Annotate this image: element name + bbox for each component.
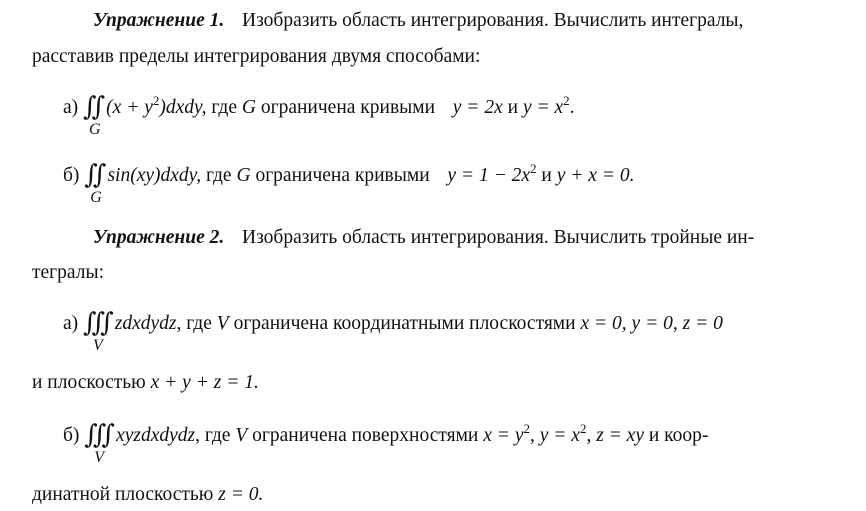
ex2-item-b: [63, 420, 709, 466]
curve-1: y = 2x: [452, 97, 503, 118]
where-word: где: [205, 165, 232, 186]
double-integral: [84, 160, 107, 206]
integral-domain: G: [89, 121, 101, 138]
and-text: и коор-: [648, 425, 709, 446]
condition-2-base: y = x: [539, 425, 580, 446]
continuation-text: и плоскостью: [32, 372, 146, 393]
triple-integral: [84, 420, 116, 466]
where-word: , где: [176, 313, 212, 334]
curve-1-power: 2: [530, 161, 537, 176]
condition-2-power: 2: [579, 421, 587, 436]
where-word: , где: [195, 425, 231, 446]
continuation-math: z = 0.: [218, 484, 264, 505]
and-word: и: [507, 97, 519, 118]
ex2-heading: Упражнение 2.: [93, 227, 225, 248]
ex1-text-2: расставив пределы интегрирования двумя способами:: [32, 46, 481, 67]
curve-2-base: y = x: [522, 97, 564, 118]
integrand-part-2: )dxdy,: [159, 97, 207, 118]
integral-domain: V: [93, 337, 103, 354]
bounded-text: ограничена поверхностями: [252, 425, 479, 446]
condition-2-end: ,: [586, 425, 592, 446]
integrand-part-1: (x + y: [106, 97, 153, 118]
where-word: где: [211, 97, 237, 118]
bounded-text: ограничена координатными плоскостями: [233, 313, 576, 334]
ex2-line-1: [93, 228, 754, 248]
ex2-b-label: б): [63, 425, 80, 446]
integrand: sin(xy)dxdy,: [107, 165, 202, 186]
integrand: zdxdydz: [114, 313, 177, 334]
condition-1-base: x = y: [483, 425, 524, 446]
ex1-text-1: Изобразить область интегрирования. Вычислить интегралы,: [242, 10, 744, 31]
continuation-text: динатной плоскостью: [32, 484, 214, 505]
region-name: V: [216, 313, 229, 334]
ex1-item-a: [63, 92, 575, 138]
ex1-b-label: б): [63, 165, 80, 186]
ex1-item-b: [63, 160, 635, 206]
double-integral: [83, 92, 106, 138]
triple-integral: [83, 308, 115, 354]
condition-1-power: 2: [523, 421, 530, 436]
ex1-heading: Упражнение 1.: [93, 10, 225, 31]
condition-2: y = 0,: [631, 313, 678, 334]
double-integral-symbol: ∬: [83, 92, 97, 121]
ex2-a-continuation: [32, 373, 259, 393]
triple-integral-symbol: ∭: [84, 420, 107, 449]
ex2-text-2: тегралы:: [32, 262, 105, 283]
integral-domain: G: [90, 189, 102, 206]
condition-3: z = 0: [682, 313, 723, 334]
region-name: G: [241, 97, 256, 118]
condition-1: x = 0,: [580, 313, 627, 334]
continuation-math: x + y + z = 1.: [150, 372, 259, 393]
ex1-a-label: а): [63, 97, 79, 118]
double-integral-symbol: ∬: [84, 160, 98, 189]
integral-domain: V: [94, 449, 105, 466]
ex2-line-2: [32, 263, 104, 283]
curve-2-power: 2: [563, 93, 570, 108]
region-name: G: [236, 165, 251, 186]
ex2-b-continuation: [32, 485, 263, 505]
item-end: .: [569, 97, 575, 118]
integrand: xyzdxdydz: [116, 425, 196, 446]
condition-3: z = xy: [596, 425, 644, 446]
ex1-line-2: [32, 47, 480, 67]
bounded-text: ограничена кривыми: [255, 165, 430, 186]
triple-integral-symbol: ∭: [83, 308, 105, 337]
region-name: V: [235, 425, 248, 446]
ex2-text-1: Изобразить область интегрирования. Вычислить тройные ин-: [242, 227, 755, 248]
curve-1-base: y = 1 − 2x: [447, 165, 531, 186]
integrand-power: 2: [152, 93, 160, 108]
condition-1-end: ,: [529, 425, 535, 446]
and-word: и: [541, 165, 552, 186]
bounded-text: ограничена кривыми: [260, 97, 436, 118]
ex2-a-label: а): [63, 313, 79, 334]
curve-2: y + x = 0.: [556, 165, 635, 186]
ex1-line-1: [93, 11, 743, 31]
ex2-item-a: [63, 308, 723, 354]
